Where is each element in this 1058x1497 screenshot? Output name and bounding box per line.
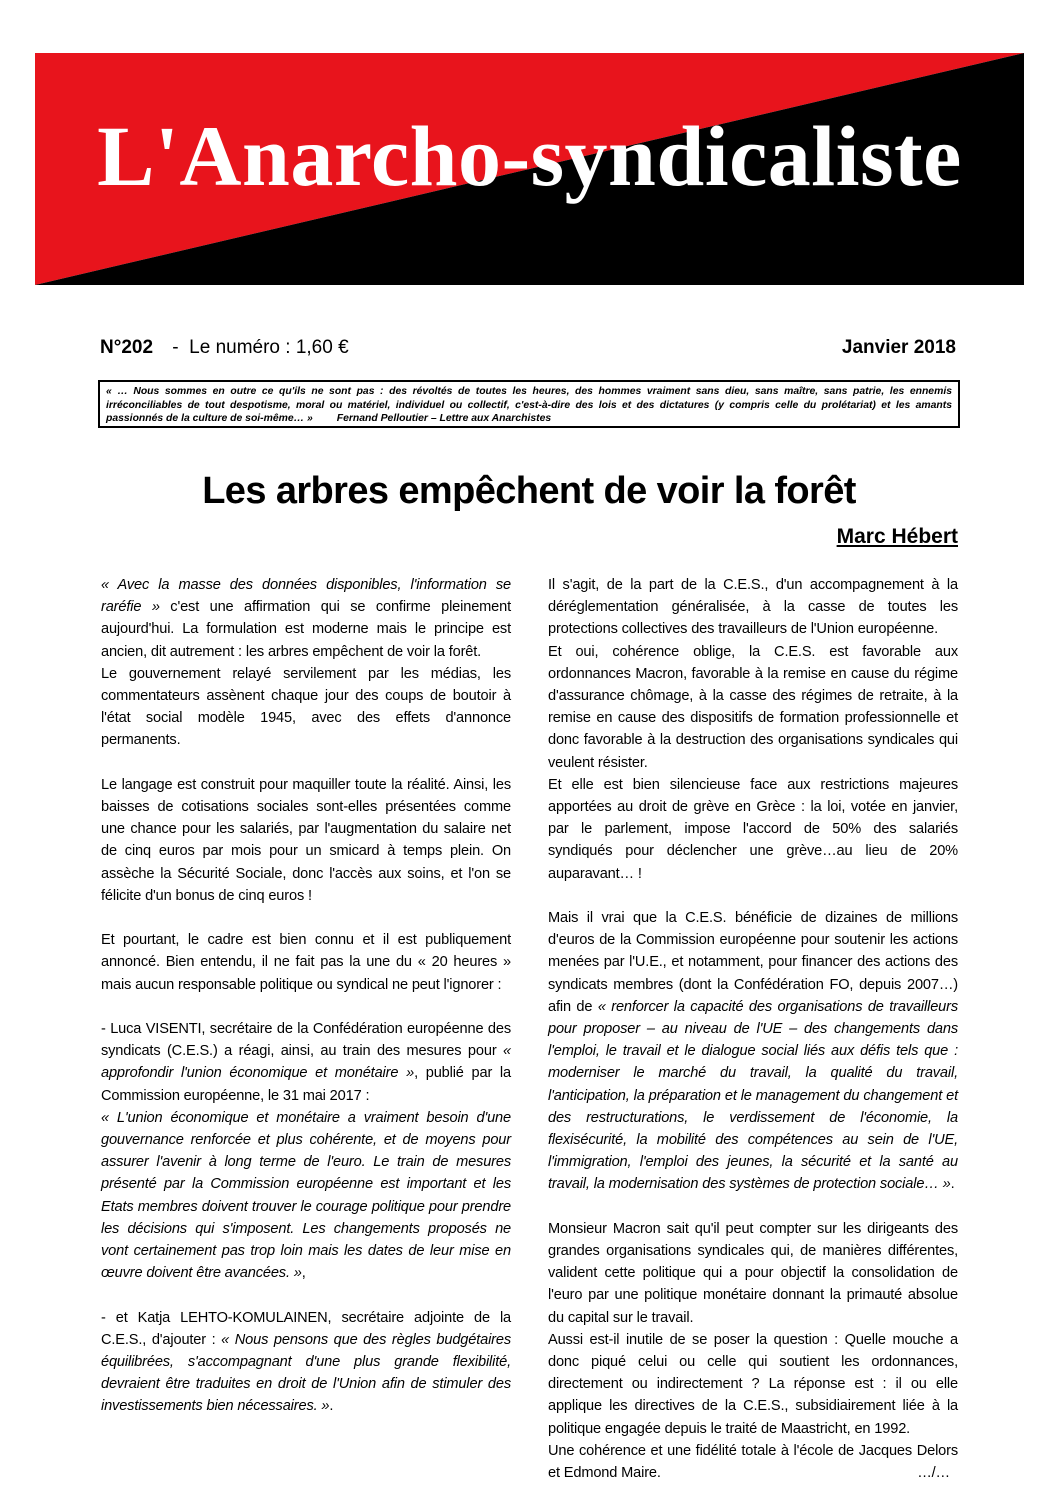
paragraph: Monsieur Macron sait qu'il peut compter sur les dirigeants des grandes organisations syndicales qui, de manières différentes, valident cette politique qui a pour objectif la consolidation de l'euro par une politique monétaire donnant la primauté absolue du capital sur le travail. <box>548 1220 958 1326</box>
paragraph-text: Mais il vrai que la C.E.S. bénéficie de dizaines de millions d'euros de la Commission européenne pour soutenir les actions menées par l'U.E., et notamment, pour financer des actions des syndicats membres (dont la Confédération FO, depuis 2007…) afin de <box>548 910 958 1015</box>
epigraph-author: Fernand Pelloutier – Lettre aux Anarchistes <box>336 413 552 424</box>
paragraph <box>101 1307 511 1418</box>
article-column-right <box>548 574 958 1484</box>
block-quote: « L'union économique et monétaire a vraiment besoin d'une gouvernance renforcée et plus cohérente, et de moyens pour assurer l'avenir à long terme de l'euro. Le train de mesures présenté par la Commission européenne est important et les Etats membres doivent trouver le courage politique pour prendre les décisions qui s'imposent. Les changements proposés ne vont certainement pas trop loin mais les dates de leur mise en œuvre doivent être avancées. » <box>101 1109 511 1282</box>
paragraph <box>101 1018 511 1107</box>
paragraph-text: - et Katja LEHTO-KOMULAINEN, secrétaire adjointe de la C.E.S., d'ajouter : <box>101 1309 511 1348</box>
paragraph <box>101 574 511 663</box>
paragraph-text: , publié par la Commission européenne, le 31 mai 2017 : <box>101 1065 511 1104</box>
issue-number: N°202 <box>100 337 154 358</box>
inline-quote: « Nous pensons que des règles budgétaires équilibrées, s'accompagnant d'une plus grande flexibilité, devraient être traduites en droit de l'Union afin de stimuler des investissements bien nécessaires. » <box>101 1331 512 1415</box>
inline-quote: « Avec la masse des données disponibles, l'information se raréfie » <box>101 577 511 616</box>
epigraph-quote: « … Nous sommes en outre ce qu'ils ne sont pas : des révoltés de toutes les heures, des hommes vraiment sans dieu, sans maître, sans patrie, les ennemis irréconciliables de tout despotisme, moral ou matériel, individuel ou collectif, c'est-à-dire des lois et des dictatures (y compris celle du prolétariat) et les amants passionnés de la culture de soi-même… » <box>106 386 952 424</box>
masthead-banner <box>35 53 1024 285</box>
paragraph-text: Une cohérence et une fidélité totale à l'école de Jacques Delors et Edmond Maire. <box>548 1442 958 1482</box>
paragraph: Aussi est-il inutile de se poser la question : Quelle mouche a donc piqué celui ou celle qui soutient les ordonnances, directement ou indirectement ? La réponse est : il ou elle applique les directives de la C.E.S., subsidiairement liée à la politique engagée depuis le traité de Maastricht, en 1992. <box>548 1331 958 1437</box>
continued-mark: …/… <box>917 1465 950 1482</box>
paragraph: Il s'agit, de la part de la C.E.S., d'un accompagnement à la déréglementation généralisée, à la casse de toutes les protections collectives des travailleurs de l'Union européenne. <box>548 577 958 638</box>
masthead-title: L'Anarcho-syndicaliste <box>97 108 962 204</box>
inline-quote: « renforcer la capacité des organisations de travailleurs pour proposer – au niveau de l'UE – des changements dans l'emploi, le travail et le dialogue social liés aux défis tels que : moderniser le marché du travail, la qualité du travail, l'anticipation, la préparation et le management du changement et des restructurations, le verdissement de l'économie, la flexisécurité, la mobilité des compétences au sein de l'UE, l'immigration, l'emploi des jeunes, la sécurité et la santé au travail, la modernisation des systèmes de protection sociale… » <box>548 998 958 1193</box>
paragraph-text: . <box>950 1176 955 1193</box>
paragraph: Et elle est bien silencieuse face aux restrictions majeures apportées au droit de grève en Grèce : la loi, votée en janvier, par le parlement, impose l'accord de 50% des salariés syndiqués pour déclencher une grève…au lieu de 20% auparavant… ! <box>548 776 958 882</box>
paragraph <box>548 1440 958 1484</box>
article-headline: Les arbres empêchent de voir la forêt <box>202 470 856 512</box>
paragraph-text: , <box>301 1265 306 1282</box>
article-column-left <box>101 574 511 1418</box>
paragraph-text: . <box>329 1398 334 1415</box>
paragraph-text: c'est une affirmation qui se confirme pleinement aujourd'hui. La formulation est moderne mais le principe est ancien, dit autrement : les arbres empêchent de voir la forêt. <box>101 599 512 660</box>
issue-date: Janvier 2018 <box>841 337 956 358</box>
paragraph-text: - Luca VISENTI, secrétaire de la Confédération européenne des syndicats (C.E.S.) a réagi, ainsi, au train des mesures pour <box>101 1021 511 1060</box>
paragraph: Et pourtant, le cadre est bien connu et il est publiquement annoncé. Bien entendu, il ne fait pas la une du « 20 heures » mais aucun responsable politique ou syndical ne peut l'ignorer : <box>101 932 511 993</box>
paragraph: Le langage est construit pour maquiller toute la réalité. Ainsi, les baisses de cotisations sociales sont-elles présentées comme une chance pour les salariés, par l'augmentation du salaire net de cinq euros par mois pour un smicard à temps plein. On assèche la Sécurité Sociale, donc l'accès aux soins, et l'on se félicite d'un bonus de cinq euros ! <box>101 776 511 904</box>
epigraph-box <box>98 380 960 428</box>
inline-quote: « approfondir l'union économique et monétaire » <box>101 1043 511 1082</box>
paragraph <box>101 1107 511 1285</box>
paragraph <box>548 907 958 1196</box>
issue-info <box>100 337 956 365</box>
paragraph: Le gouvernement relayé servilement par les médias, les commentateurs assènent chaque jour des coups de boutoir à l'état social modèle 1945, avec des effets d'annonce permanents. <box>101 665 511 749</box>
paragraph: Et oui, cohérence oblige, la C.E.S. est favorable aux ordonnances Macron, favorable à la remise en cause du régime d'assurance chômage, à la casse des régimes de retraite, à la remise en cause des dispositifs de formation professionnelle et donc favorable à la destruction des organisations syndicales qui veulent résister. <box>548 643 958 771</box>
article-byline: Marc Hébert <box>836 525 958 548</box>
issue-price: - Le numéro : 1,60 € <box>167 337 349 358</box>
